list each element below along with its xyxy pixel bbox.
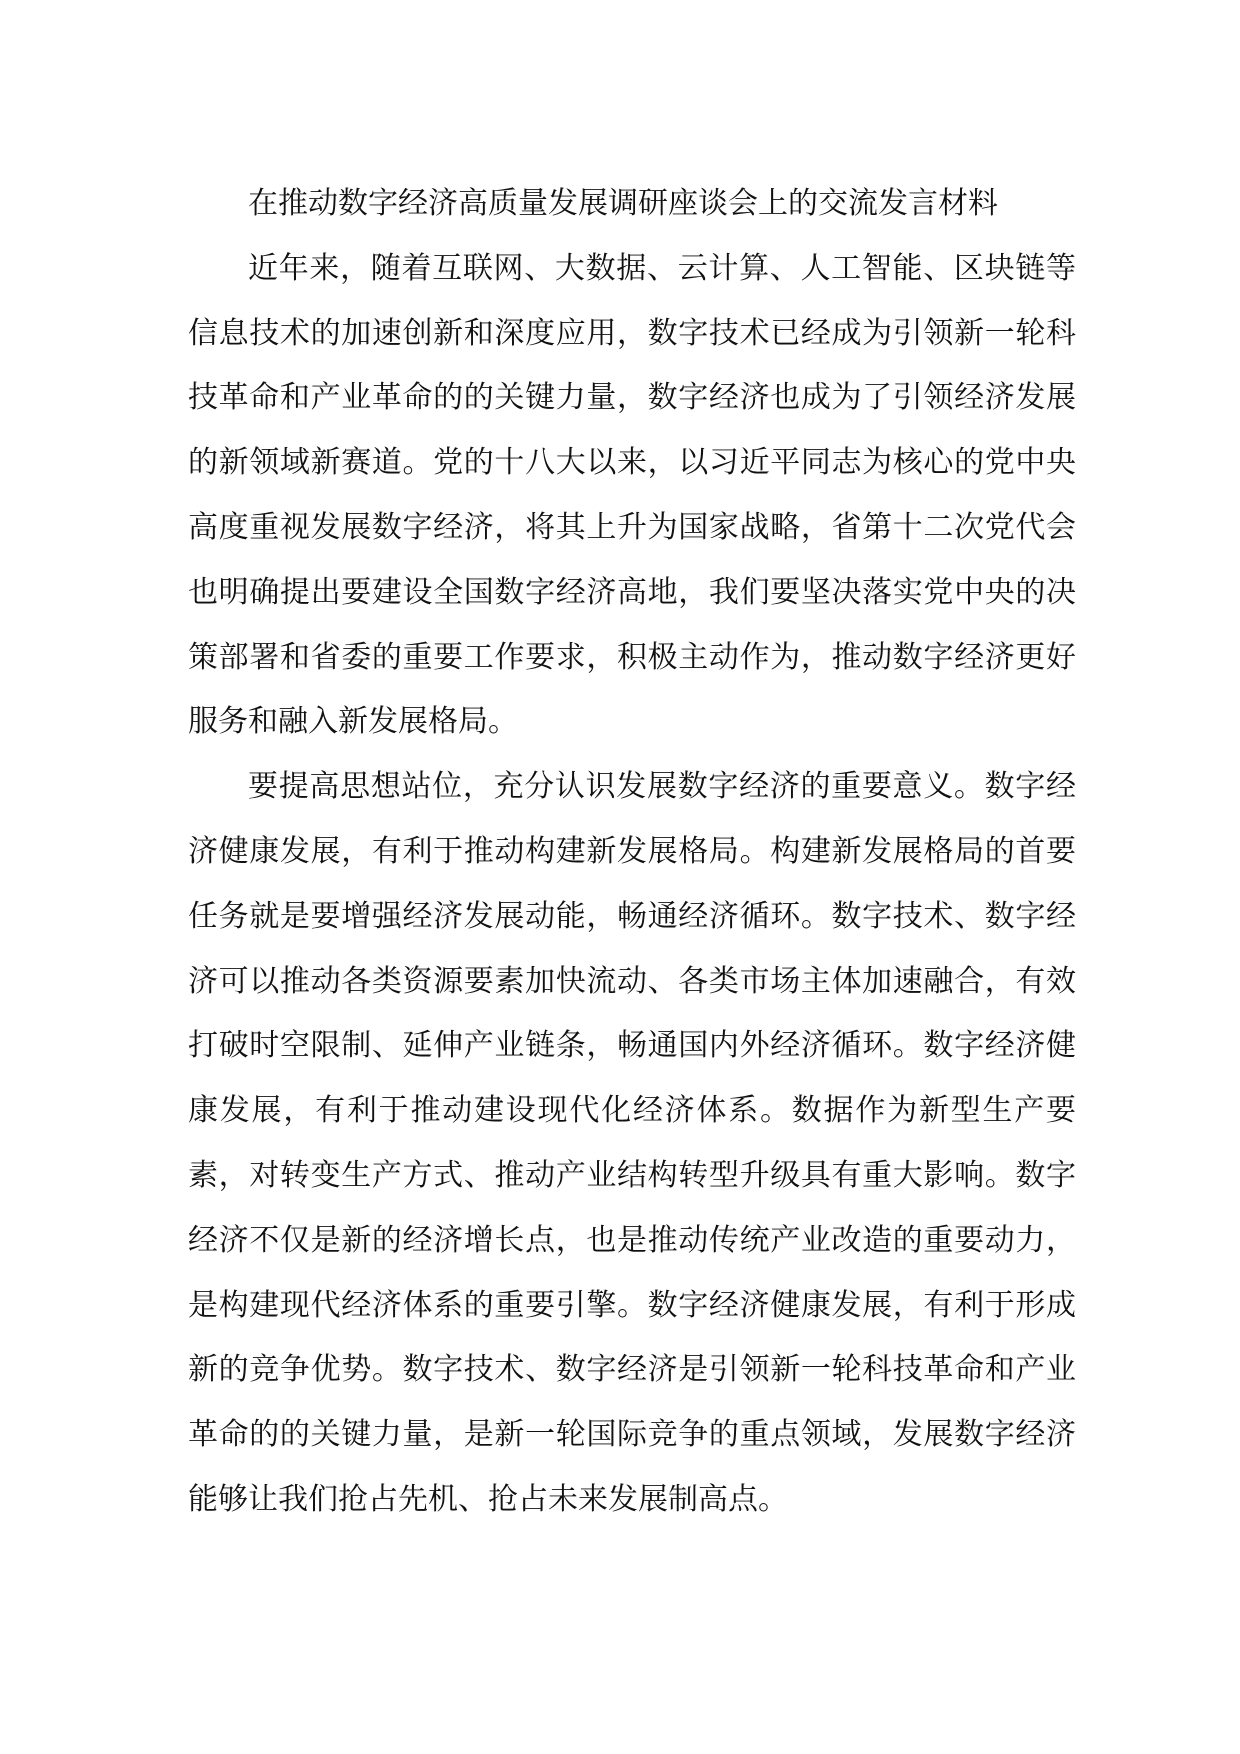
document-title: 在推动数字经济高质量发展调研座谈会上的交流发言材料 [248, 186, 998, 221]
paragraph-significance: 要提高思想站位，充分认识发展数字经济的重要意义。数字经济健康发展，有利于推动构建新发展格局。构建新发展格局的首要任务就是要增强经济发展动能，畅通经济循环。数字技术、数字经济可以推动各类资源要素加快流动、各类市场主体加速融合，有效打破时空限制、延伸产业链条，畅通国内外经济循环。数字经济健康发展，有利于推动建设现代化经济体系。数据作为新型生产要素，对转变生产方式、推动产业结构转型升级具有重大影响。数字经济不仅是新的经济增长点，也是推动传统产业改造的重要动力，是构建现代经济体系的重要引擎。数字经济健康发展，有利于形成新的竞争优势。数字技术、数字经济是引领新一轮科技革命和产业革命的的关键力量，是新一轮国际竞争的重点领域，发展数字经济能够让我们抢占先机、抢占未来发展制高点。 [188, 769, 1076, 1517]
paragraph-intro: 近年来，随着互联网、大数据、云计算、人工智能、区块链等信息技术的加速创新和深度应用，数字技术已经成为引领新一轮科技革命和产业革命的的关键力量，数字经济也成为了引领经济发展的新领域新赛道。党的十八大以来，以习近平同志为核心的党中央高度重视发展数字经济，将其上升为国家战略，省第十二次党代会也明确提出要建设全国数字经济高地，我们要坚决落实党中央的决策部署和省委的重要工作要求，积极主动作为，推动数字经济更好服务和融入新发展格局。 [188, 250, 1076, 740]
document-body [188, 172, 1076, 1533]
